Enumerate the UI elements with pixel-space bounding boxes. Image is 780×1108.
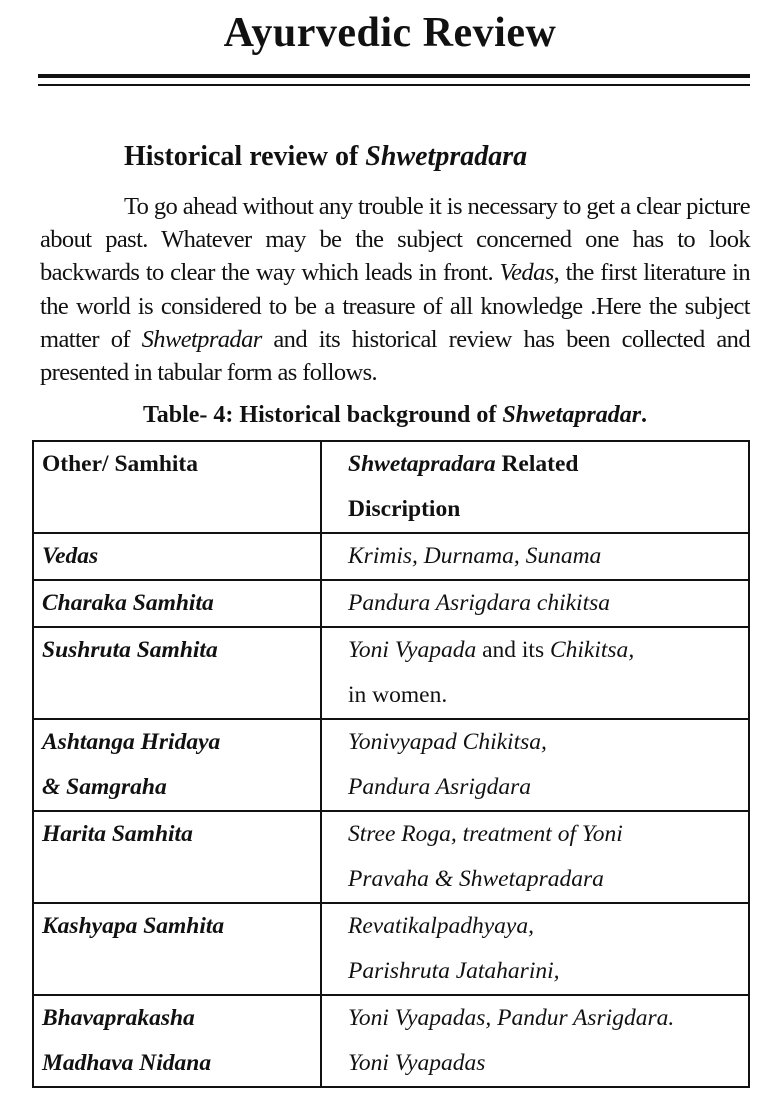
- description-line: Stree Roga, treatment of Yoni: [348, 821, 623, 847]
- description-line: Yoni Vyapadas: [348, 1050, 486, 1076]
- table-row: [33, 580, 749, 627]
- table-caption: [0, 400, 780, 430]
- source-line: Bhavaprakasha: [42, 1005, 195, 1031]
- header-rule-thick: [38, 74, 750, 78]
- description-line: Pandura Asrigdara: [348, 774, 532, 800]
- description-cell: [321, 580, 749, 627]
- paragraph-vedas: Vedas: [499, 259, 554, 287]
- source-line: & Samgraha: [42, 774, 167, 800]
- running-head: Ayurvedic Review: [223, 10, 557, 56]
- header-col2-line1: [348, 442, 742, 487]
- description-cell: [321, 903, 749, 995]
- header-rule-thin: [38, 84, 750, 86]
- description-line: [348, 628, 742, 673]
- section-title-prefix: Historical review of: [124, 141, 366, 172]
- caption-suffix: .: [641, 402, 648, 428]
- description-line: Yoni Vyapadas, Pandur Asrigdara.: [348, 1005, 675, 1031]
- header-col2-rest: Related: [495, 451, 579, 477]
- table-row: [33, 995, 749, 1087]
- table-row: [33, 533, 749, 580]
- source-line: Sushruta Samhita: [42, 637, 218, 663]
- source-line: Madhava Nidana: [42, 1050, 212, 1076]
- description-line: Revatikalpadhyaya,: [348, 913, 534, 939]
- header-col1: Other/ Samhita: [42, 451, 199, 477]
- description-line: Pravaha & Shwetapradara: [348, 866, 604, 892]
- description-cell: [321, 533, 749, 580]
- table-row: [33, 903, 749, 995]
- section-title-term: Shwetpradara: [365, 141, 528, 172]
- header-cell-description: [321, 441, 749, 533]
- source-cell: [33, 903, 321, 995]
- section-title: [124, 140, 527, 174]
- description-term-b: Chikitsa: [549, 637, 629, 663]
- paragraph-part-1: To go ahead without any trouble it is necessary to get a clear picture about past. Whatever may be the subject concerned one has to look backwards to clear the way which leads in front.: [40, 193, 750, 287]
- description-cell: [321, 627, 749, 719]
- caption-prefix: Table- 4: Historical background of: [142, 402, 503, 428]
- source-cell: [33, 719, 321, 811]
- description-cell: [321, 719, 749, 811]
- description-cell: [321, 811, 749, 903]
- source-line: Vedas: [42, 543, 99, 569]
- table-row: [33, 719, 749, 811]
- header-col2-line2: Discription: [348, 496, 461, 522]
- history-table: [32, 440, 750, 1088]
- source-line: Kashyapa Samhita: [42, 913, 225, 939]
- intro-paragraph: [40, 190, 750, 389]
- description-comma: ,: [628, 637, 635, 663]
- header-col2-term: Shwetapradara: [348, 451, 496, 477]
- table-row: [33, 627, 749, 719]
- description-line: Krimis, Durnama, Sunama: [348, 543, 602, 569]
- table-row: [33, 811, 749, 903]
- source-line: Ashtanga Hridaya: [42, 729, 221, 755]
- source-cell: [33, 533, 321, 580]
- source-cell: [33, 580, 321, 627]
- paragraph-part-3: and its historical review has been collected and presented in tabular form as follows.: [40, 325, 750, 387]
- description-joiner: and its: [476, 637, 550, 663]
- caption-term: Shwetapradar: [502, 402, 642, 428]
- description-line: Yonivyapad Chikitsa,: [348, 729, 547, 755]
- source-cell: [33, 811, 321, 903]
- description-line: Parishruta Jataharini,: [348, 958, 560, 984]
- source-cell: [33, 995, 321, 1087]
- source-line: Charaka Samhita: [42, 590, 214, 616]
- source-line: Harita Samhita: [42, 821, 193, 847]
- table-header-row: [33, 441, 749, 533]
- source-cell: [33, 627, 321, 719]
- paragraph-part-2: , the first literature in the world is considered to be a treasure of all knowledge .Here the subject matter of: [40, 259, 750, 353]
- description-line: in women.: [348, 682, 448, 708]
- description-term-a: Yoni Vyapada: [348, 637, 477, 663]
- description-cell: [321, 995, 749, 1087]
- description-line: Pandura Asrigdara chikitsa: [348, 590, 610, 616]
- header-cell-source: [33, 441, 321, 533]
- paragraph-term: Shwetpradar: [141, 325, 262, 353]
